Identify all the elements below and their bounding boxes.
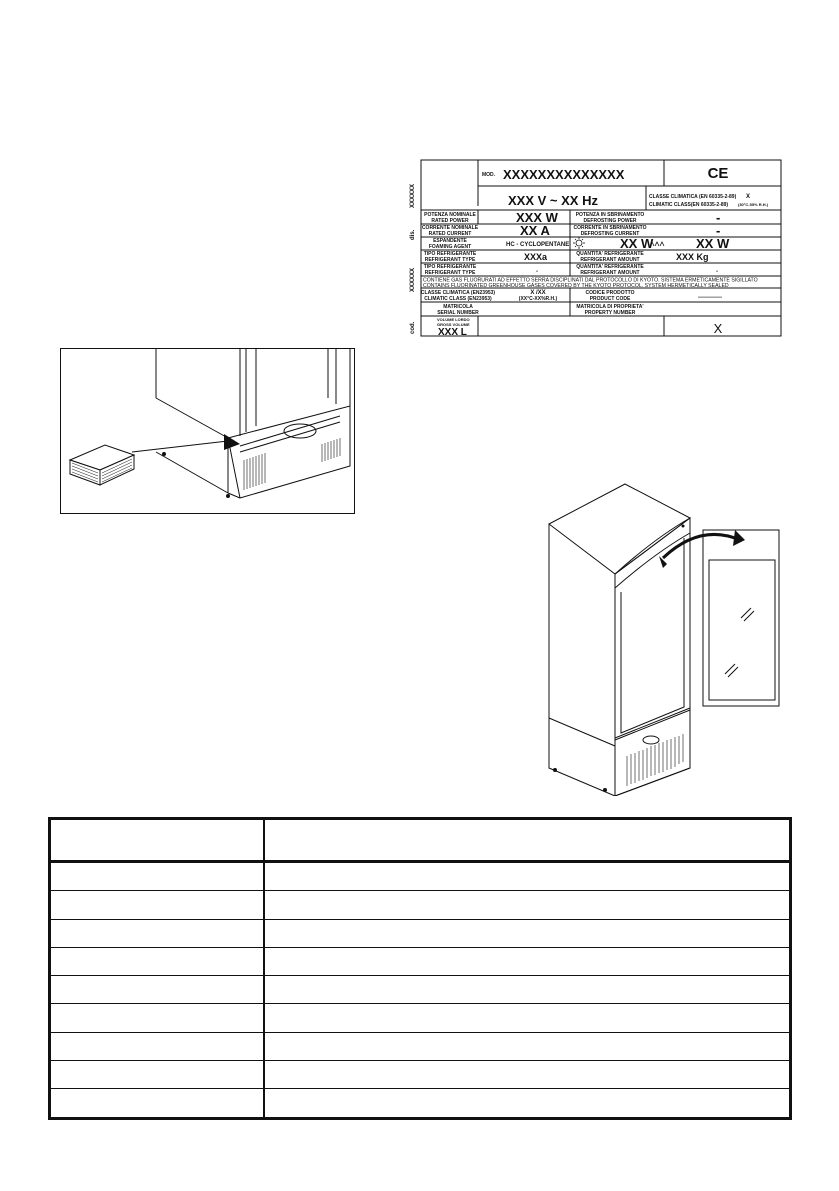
power-value: XXX W [516,210,558,225]
defrost-power-it: POTENZA IN SBRINAMENTO [575,212,645,218]
fgas-notice-it: CONTIENE GAS FLUORURATI AD EFFETTO SERRA DISCIPLINATI DAL PROTOCOLLO DI KYOTO. SISTEMA ERMETICAMENTE SIGILLATO [423,277,758,284]
defrost-current-value: - [716,223,721,238]
product-code-en: PRODUCT CODE [589,296,631,302]
serial-it: MATRICOLA [443,304,473,310]
foam-it: ESPANDENTE [433,238,467,244]
plate-side-label-top: XXXXXX [410,183,416,208]
light-icon [573,237,585,249]
refrigerant-type-it: TIPO REFRIGERANTE [423,251,477,257]
table-cell [50,862,265,891]
voltage-value: XXX V ~ XX Hz [508,193,598,208]
table-cell [50,1032,265,1060]
product-code-value: ------------ [698,295,722,301]
property-it: MATRICOLA DI PROPRIETA' [576,304,644,310]
table-cell [264,891,791,919]
table-cell [264,976,791,1004]
table-header-cell [264,819,791,862]
mod-value: XXXXXXXXXXXXXX [503,167,625,182]
clim2-en: CLIMATIC CLASS (EN23953) [424,296,492,302]
power-it: POTENZA NOMINALE [424,212,476,218]
refrigerant-amount-it: QUANTITA' REFRIGERANTE [576,251,644,257]
table-cell [50,1004,265,1032]
table-cell [264,862,791,891]
refrigerant-type-value: XXXa [524,252,548,262]
defrost-current-en: DEFROSTING CURRENT [580,231,640,237]
refrigerant-type2-it: TIPO REFRIGERANTE [423,264,477,270]
table-cell [264,1061,791,1089]
rating-plate [398,158,783,338]
table-cell [50,947,265,975]
clim2-value: X /XX [530,290,546,296]
foam-value: HC - CYCLOPENTANE [506,242,570,248]
table-header-cell [50,819,265,862]
ce-mark: CE [707,165,729,182]
table-cell [50,976,265,1004]
refrigerant-type-en: REFRIGERANT TYPE [424,257,476,263]
document-stack-icon [70,445,134,485]
plate-side-label-mid: XXXXXX [410,267,416,292]
plate-side-label-dis: dis. [410,229,416,240]
door-rotation-arrow-icon [659,530,745,568]
serial-en: SERIAL NUMBER [437,310,479,316]
defrost-power-en: DEFROSTING POWER [583,218,637,224]
climatic-class-it: CLASSE CLIMATICA (EN 60335-2-89) [649,194,737,200]
table-cell [264,919,791,947]
current-en: RATED CURRENT [428,231,472,237]
defrost-current-it: CORRENTE IN SBRINAMENTO [573,225,647,231]
volume-en: GROSS VOLUME [437,322,470,327]
table-row [50,947,791,975]
volume-it: VOLUME LORDO [437,317,470,322]
table-cell [264,1089,791,1118]
refrigerant-amount2-value: - [716,269,718,275]
table-row [50,1061,791,1089]
table-cell [50,891,265,919]
foam-en: FOAMING AGENT [428,244,472,250]
climatic-class-x: X [746,194,751,200]
power-en: RATED POWER [431,218,469,224]
table-row [50,891,791,919]
table-cell [50,1061,265,1089]
refrigerant-amount-value: XXX Kg [676,252,709,262]
refrigerant-amount2-en: REFRIGERANT AMOUNT [580,270,640,276]
refrigerant-amount2-it: QUANTITA' REFRIGERANTE [576,264,644,270]
table-cell [264,1004,791,1032]
defrost-power-value: - [716,210,721,225]
current-it: CORRENTE NOMINALE [421,225,479,231]
property-en: PROPERTY NUMBER [584,310,636,316]
last-cell-x: X [713,321,723,336]
refrigerant-type2-en: REFRIGERANT TYPE [424,270,476,276]
table-cell [264,1032,791,1060]
vent-grille-icon [244,438,340,490]
table-header-row [50,819,791,862]
table-row [50,1004,791,1032]
vent-grille-icon [627,734,683,786]
volume-value: XXX L [438,327,467,338]
climatic-class-en: CLIMATIC CLASS(EN 60335-2-89) [649,202,729,208]
table-cell [264,947,791,975]
table-row [50,976,791,1004]
spec-table [48,817,792,1120]
table-row [50,919,791,947]
table-cell [50,919,265,947]
current-value: XX A [520,223,550,238]
heater-value: XX W [696,236,730,251]
mod-label: MOD. [482,172,496,178]
table-cell [50,1089,265,1118]
clim2-cond: (XX°C-XX%R.H.) [518,296,558,302]
table-row [50,1032,791,1060]
climatic-cond: (30°C-55% R.H.) [738,202,769,207]
refrigerant-amount-en: REFRIGERANT AMOUNT [580,257,640,263]
clim2-it: CLASSE CLIMATICA (EN23953) [420,290,496,296]
light-value: XX W [620,236,654,251]
product-code-it: CODICE PRODOTTO [585,290,635,296]
table-row [50,1089,791,1118]
plate-side-label-cod: cod. [410,321,416,334]
cabinet-door-figure [535,478,785,796]
label-placement-figure [60,348,355,514]
table-row [50,862,791,891]
refrigerant-type2-value: - [536,269,538,275]
fgas-notice-en: CONTAINS FLUORINATED GREENHOUSE GASES COVERED BY THE KYOTO PROTOCOL. SYSTEM HERMETICALLY SEALED [423,283,729,289]
arrow-icon [132,434,240,452]
